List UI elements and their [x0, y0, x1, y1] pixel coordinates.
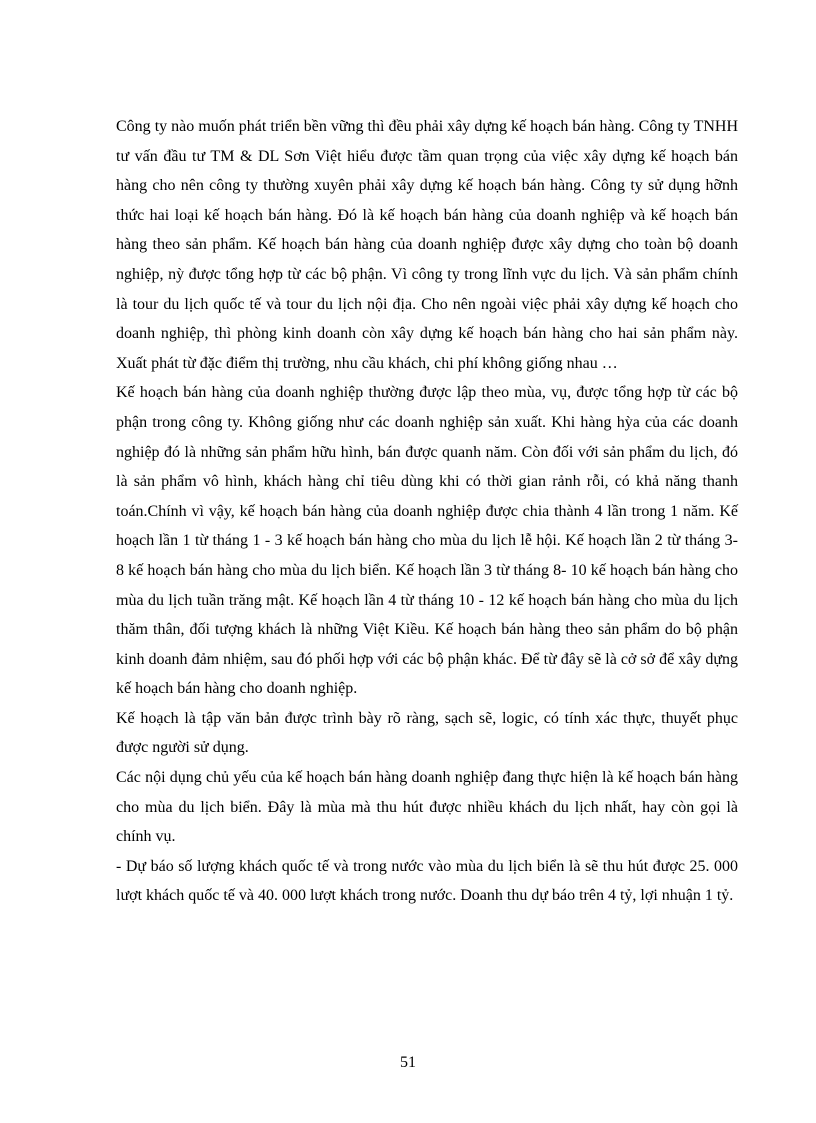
- paragraph-forecast: - Dự báo số lượng khách quốc tế và trong nước vào mùa du lịch biển là sẽ thu hút được 25. 000 lượt khách quốc tế và 40. 000 lượt khách trong nước. Doanh thu dự báo trên 4 tỷ, lợi nhuận 1 tỷ.: [116, 857, 738, 905]
- paragraph-sales-plan-intro: Công ty nào muốn phát triển bền vững thì đều phải xây dựng kế hoạch bán hàng. Công ty TNHH tư vấn đầu tư TM & DL Sơn Việt hiểu được tầm quan trọng của việc xây dựng kế hoạch bán hàng cho nên công ty thường xuyên phải xây dựng kế hoạch bán hàng. Công ty sử dụng hỡnh thức hai loại kế hoạch bán hàng. Đó là kế hoạch bán hàng của doanh nghiệp và kế hoạch bán hàng theo sản phẩm. Kế hoạch bán hàng của doanh nghiệp được xây dựng cho toàn bộ doanh nghiệp, nỳ được tổng hợp từ các bộ phận. Vì công ty trong lĩnh vực du lịch. Và sản phẩm chính là tour du lịch quốc tế và tour du lịch nội địa. Cho nên ngoài việc phải xây dựng kế hoạch cho doanh nghiệp, thì phòng kinh doanh còn xây dựng kế hoạch bán hàng cho hai sản phẩm này. Xuất phát từ đặc điểm thị trường, nhu cầu khách, chi phí không giống nhau …: [116, 118, 738, 372]
- page-number: 51: [400, 1054, 416, 1071]
- paragraph-seasonal-plan: Kế hoạch bán hàng của doanh nghiệp thường được lập theo mùa, vụ, được tổng hợp từ các bộ phận trong công ty. Không giống như các doanh nghiệp sản xuất. Khi hàng hỳa của các doanh nghiệp đó là những sản phẩm hữu hình, bán được quanh năm. Còn đối với sản phẩm du lịch, đó là sản phẩm vô hình, khách hàng chỉ tiêu dùng khi có thời gian rảnh rỗi, có khả năng thanh toán.Chính vì vậy, kế hoạch bán hàng của doanh nghiệp được chia thành 4 lần trong 1 năm. Kế hoạch lần 1 từ tháng 1 - 3 kế hoạch bán hàng cho mùa du lịch lễ hội. Kế hoạch lần 2 từ tháng 3- 8 kế hoạch bán hàng cho mùa du lịch biển. Kế hoạch lần 3 từ tháng 8- 10 kế hoạch bán hàng cho mùa du lịch tuần trăng mật. Kế hoạch lần 4 từ tháng 10 - 12 kế hoạch bán hàng cho mùa du lịch thăm thân, đối tượng khách là những Việt Kiều. Kế hoạch bán hàng theo sản phẩm do bộ phận kinh doanh đảm nhiệm, sau đó phối hợp với các bộ phận khác. Để từ đây sẽ là cở sở để xây dựng kế hoạch bán hàng cho doanh nghiệp.: [116, 384, 738, 698]
- paragraph-plan-definition: Kế hoạch là tập văn bản được trình bày rõ ràng, sạch sẽ, logic, có tính xác thực, thuyết phục được người sử dụng.: [116, 709, 738, 757]
- paragraph-plan-contents: Các nội dụng chủ yếu của kế hoạch bán hàng doanh nghiệp đang thực hiện là kế hoạch bán hàng cho mùa du lịch biển. Đây là mùa mà thu hút được nhiều khách du lịch nhất, hay còn gọi là chính vụ.: [116, 769, 738, 846]
- body-text: [116, 112, 738, 911]
